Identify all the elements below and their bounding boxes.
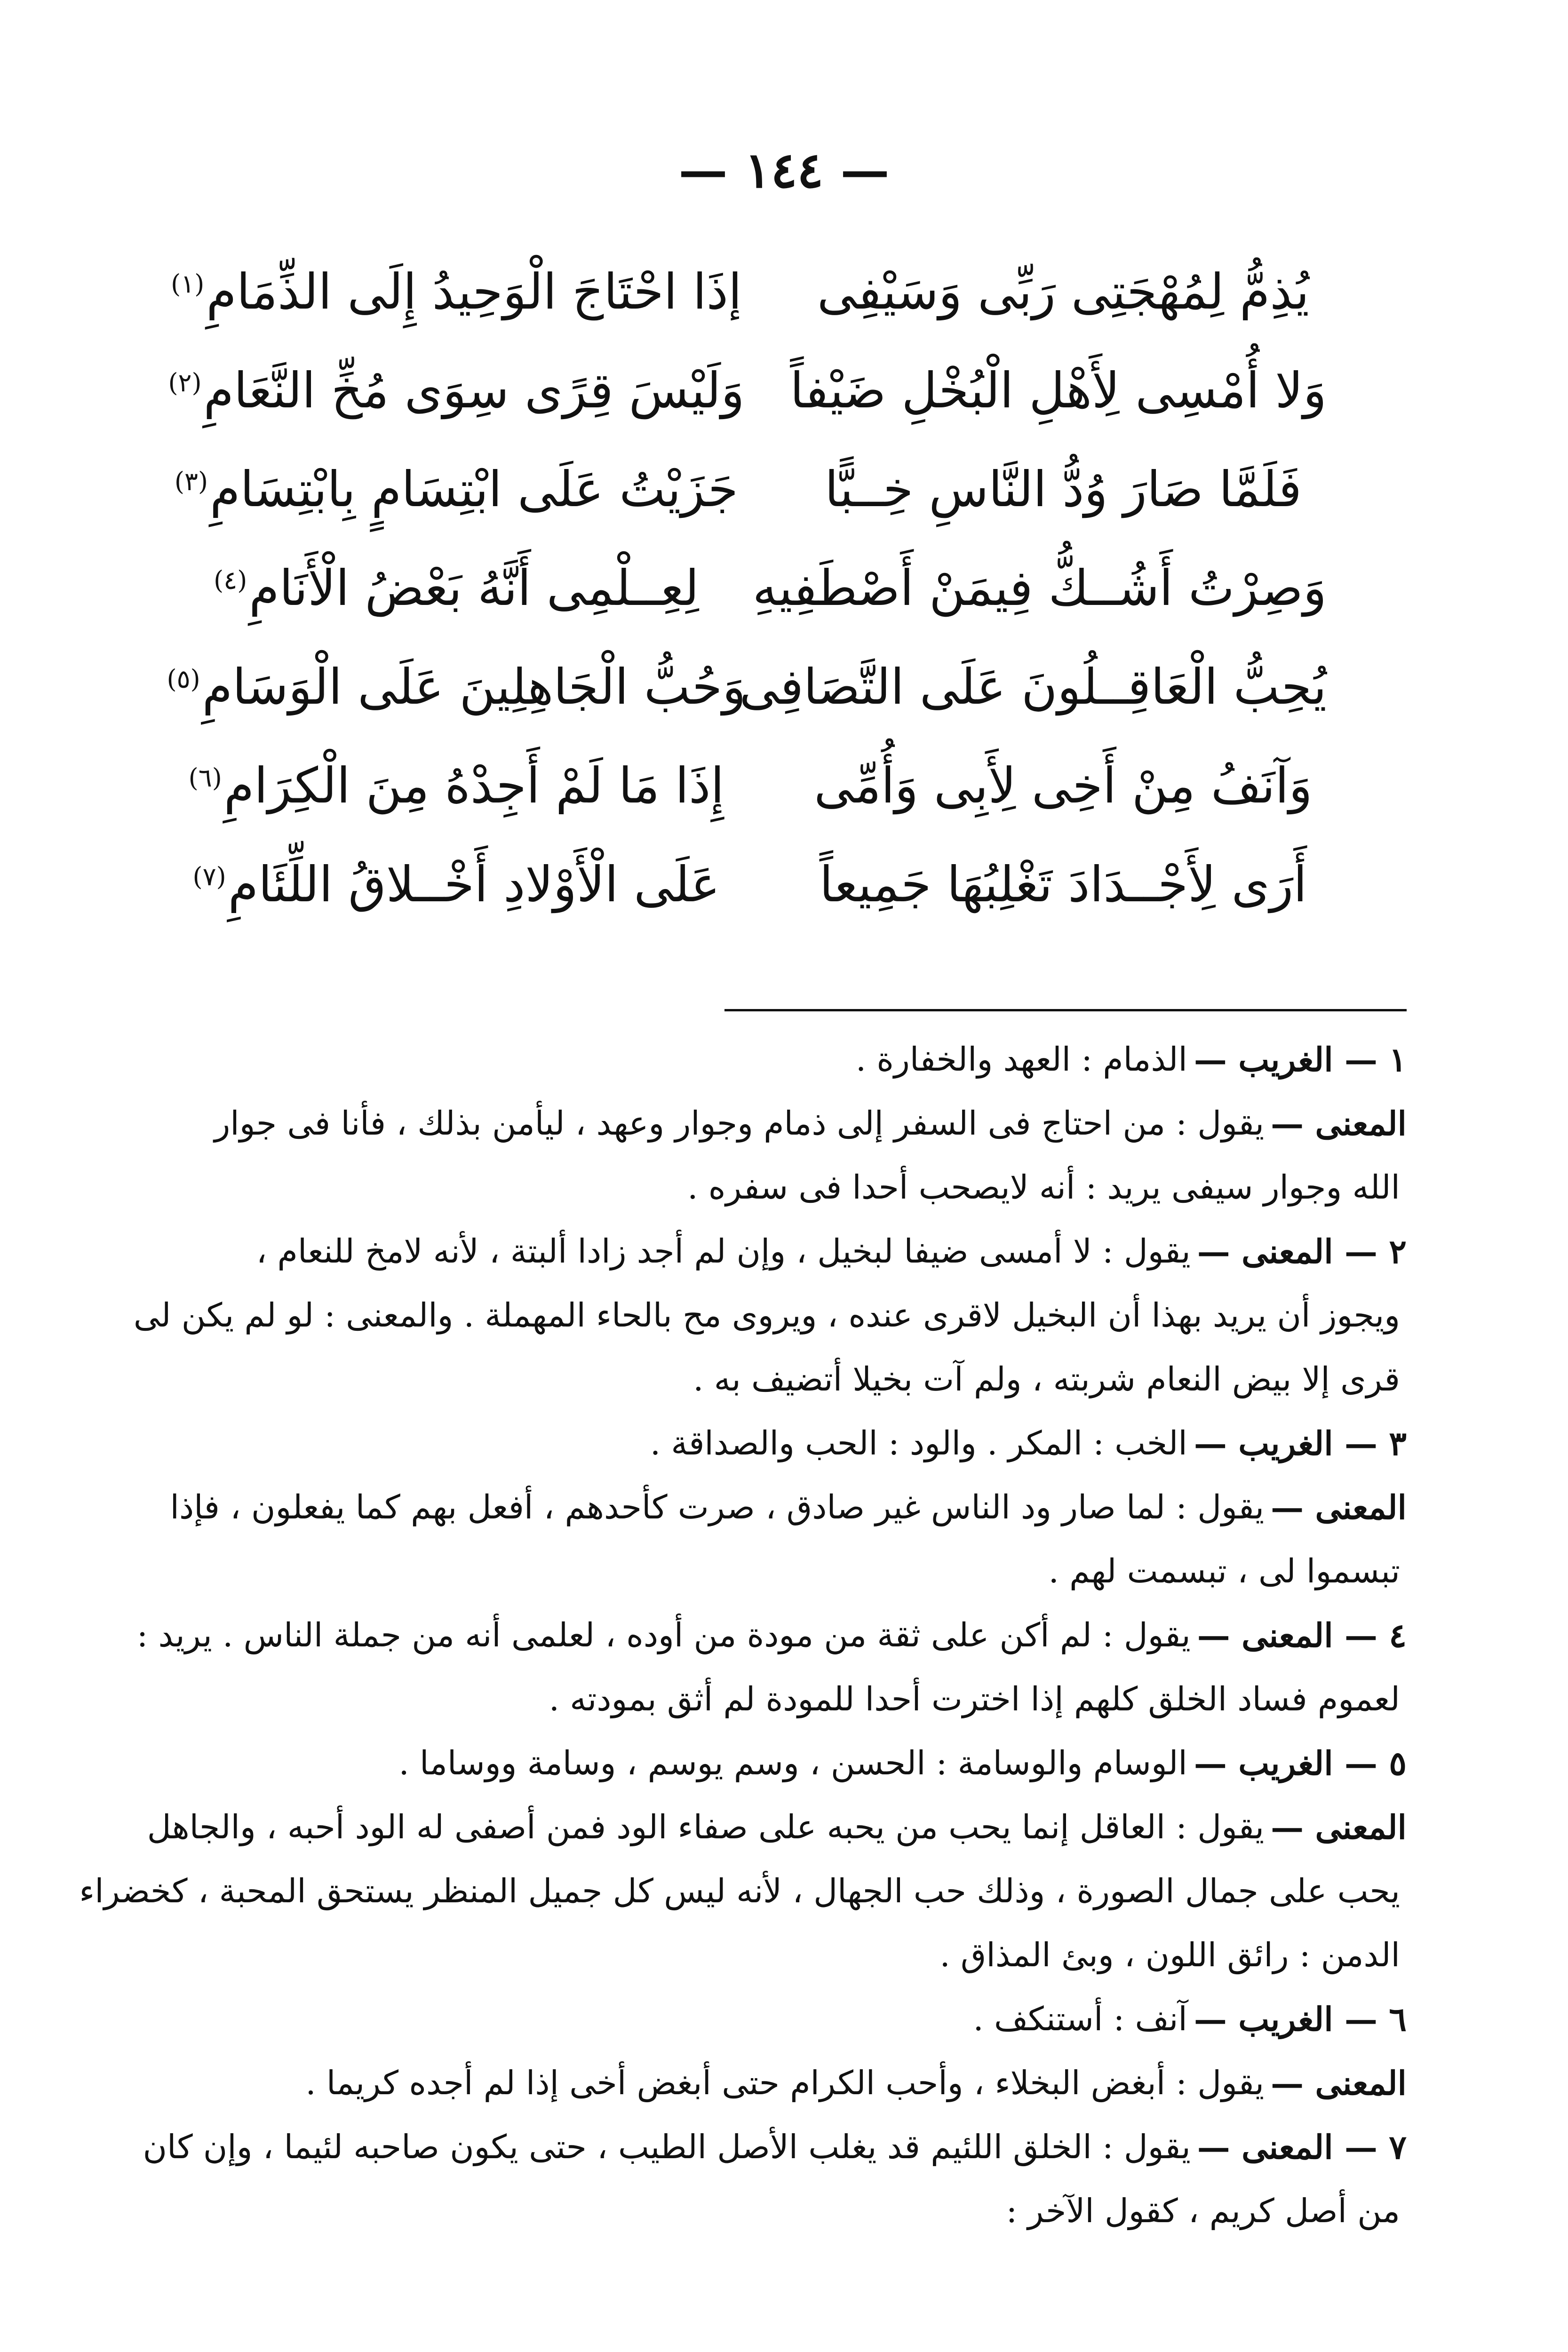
- footnote-line: [155, 1028, 1407, 1092]
- verse-first-hemistich: يُذِمُّ لِمُهْجَتِى رَبِّى وَسَيْفِى: [817, 263, 1309, 320]
- verse-7: [160, 835, 1327, 934]
- footnote-line: [143, 2115, 1407, 2179]
- footnote-label: ٦ — الغريب —: [1194, 2000, 1407, 2039]
- footnote-text: تبسموا لى ، تبسمت لهم .: [1048, 1552, 1400, 1591]
- footnote-reference: (٤): [214, 565, 247, 595]
- footnote-reference: (٦): [188, 763, 222, 793]
- verse-second-hemistich: [160, 856, 753, 913]
- verse-second-hemistich: [160, 461, 753, 518]
- verse-first-hemistich: وَلا أُمْسِى لِأَهْلِ الْبُخْلِ ضَيْفاً: [790, 362, 1327, 419]
- verse-3: [160, 440, 1327, 539]
- footnote-text: الذمام : العهد والخفارة .: [855, 1040, 1187, 1079]
- verse-5: [160, 637, 1327, 736]
- footnote-label: المعنى —: [1271, 1488, 1407, 1527]
- footnote-line: [136, 1604, 1407, 1668]
- verse-second-text: لِعِــلْمِى أَنَّهُ بَعْضُ الْأَنَامِ: [249, 559, 699, 617]
- footnote-label: المعنى —: [1271, 2064, 1407, 2103]
- footnote-text: الدمن : رائق اللون ، وبئ المذاق .: [939, 1936, 1400, 1975]
- verse-second-hemistich: [160, 757, 753, 814]
- verse-second-text: وَلَيْسَ قِرًى سِوَى مُخِّ النَّعَامِ: [203, 362, 745, 419]
- footnote-line: [155, 2179, 1407, 2243]
- verse-second-text: عَلَى الْأَوْلادِ أَخْــلاقُ اللِّئَامِ: [228, 856, 720, 913]
- footnote-label: ٢ — المعنى —: [1197, 1232, 1407, 1271]
- footnote-label: ٧ — المعنى —: [1197, 2128, 1407, 2167]
- footnote-label: المعنى —: [1271, 1808, 1407, 1847]
- footnote-line: [155, 1156, 1407, 1220]
- footnote-text: يقول : العاقل إنما يحب من يحبه على صفاء الود فمن أصفى له الود أحبه ، والجاهل: [147, 1808, 1265, 1847]
- verse-1: [160, 242, 1327, 341]
- footnote-reference: (٢): [168, 368, 202, 397]
- footnote-label: المعنى —: [1271, 1104, 1407, 1144]
- footnote-line: [155, 1668, 1407, 1732]
- footnote-label: ٣ — الغريب —: [1194, 1424, 1407, 1463]
- footnote-text: يقول : لا أمسى ضيفا لبخيل ، وإن لم أجد زادا ألبتة ، لأنه لامخ للنعام ،: [256, 1232, 1191, 1271]
- verse-first-hemistich: يُحِبُّ الْعَاقِــلُونَ عَلَى التَّصَافِى: [739, 658, 1327, 715]
- footnote-line: [147, 1796, 1407, 1859]
- verse-6: [160, 736, 1327, 835]
- footnote-reference: (٥): [167, 664, 200, 694]
- footnote-text: ويجوز أن يريد بهذا أن البخيل لاقرى عنده ، ويروى مح بالحاء المهملة . والمعنى : لو لم يكن لى: [133, 1296, 1400, 1335]
- footnote-line: [155, 1220, 1407, 1284]
- footnote-reference: (١): [171, 269, 205, 299]
- footnote-text: الوسام والوسامة : الحسن ، وسم يوسم ، وسامة ووساما .: [398, 1744, 1187, 1783]
- verse-second-text: جَزَيْتُ عَلَى ابْتِسَامٍ بِابْتِسَامِ: [210, 461, 739, 518]
- footnote-line: [155, 1732, 1407, 1796]
- footnote-label: ١ — الغريب —: [1194, 1040, 1407, 1080]
- footnote-text: يقول : الخلق اللئيم قد يغلب الأصل الطيب ، حتى يكون صاحبه لئيما ، وإن كان: [143, 2128, 1191, 2167]
- footnote-line: [155, 1348, 1407, 1412]
- verse-second-text: وَحُبُّ الْجَاهِلِينَ عَلَى الْوَسَامِ: [202, 658, 746, 715]
- verse-first-hemistich: أَرَى لِأَجْــدَادَ تَغْلِبُهَا جَمِيعاً: [819, 856, 1307, 913]
- footnote-line: [155, 1476, 1407, 1540]
- verse-first-hemistich: وَصِرْتُ أَشُــكُّ فِيمَنْ أَصْطَفِيهِ: [752, 559, 1327, 617]
- footnote-reference: (٧): [192, 862, 226, 891]
- footnote-text: يقول : أبغض البخلاء ، وأحب الكرام حتى أبغض أخى إذا لم أجده كريما .: [305, 2064, 1265, 2103]
- footnote-line: [133, 1284, 1407, 1348]
- footnote-text: يحب على جمال الصورة ، وذلك حب الجهال ، لأنه ليس كل جميل المنظر يستحق المحبة ، كخضراء: [79, 1872, 1400, 1911]
- footnote-reference: (٣): [174, 467, 208, 496]
- poem: [160, 242, 1327, 934]
- footnotes: [79, 1028, 1407, 2243]
- footnote-text: قرى إلا بيض النعام شربته ، ولم آت بخيلا أتضيف به .: [693, 1360, 1400, 1399]
- footnote-text: آنف : أستنكف .: [973, 2000, 1187, 2039]
- verse-second-hemistich: [160, 362, 753, 419]
- footnote-label: ٤ — المعنى —: [1197, 1616, 1407, 1655]
- footnote-line: [155, 1987, 1407, 2051]
- verse-second-hemistich: [160, 559, 753, 617]
- footnote-text: الله وجوار سيفى يريد : أنه لايصحب أحدا فى سفره .: [687, 1168, 1400, 1207]
- footnote-line: [155, 2051, 1407, 2115]
- verse-second-text: إِذَا مَا لَمْ أَجِدْهُ مِنَ الْكِرَامِ: [223, 757, 724, 814]
- footnote-line: [155, 1092, 1407, 1156]
- verse-first-hemistich: فَلَمَّا صَارَ وُدُّ النَّاسِ خِــبًّا: [825, 461, 1302, 518]
- footnote-text: يقول : لما صار ود الناس غير صادق ، صرت كأحدهم ، أفعل بهم كما يفعلون ، فإذا: [170, 1488, 1265, 1527]
- footnote-text: يقول : من احتاج فى السفر إلى ذمام وجوار وعهد ، ليأمن بذلك ، فأنا فى جوار: [214, 1104, 1265, 1143]
- footnote-text: يقول : لم أكن على ثقة من مودة من أوده ، لعلمى أنه من جملة الناس . يريد :: [136, 1616, 1191, 1655]
- verse-second-hemistich: [160, 263, 753, 320]
- verse-second-hemistich: [160, 658, 753, 715]
- footnote-text: من أصل كريم ، كقول الآخر :: [1006, 2192, 1400, 2231]
- verse-2: [160, 341, 1327, 440]
- footnote-text: لعموم فساد الخلق كلهم إذا اخترت أحدا للمودة لم أثق بمودته .: [549, 1680, 1400, 1719]
- footnote-line: [79, 1859, 1407, 1923]
- verse-4: [160, 539, 1327, 637]
- footnote-line: [155, 1923, 1407, 1987]
- footnote-label: ٥ — الغريب —: [1194, 1744, 1407, 1783]
- footnote-line: [155, 1540, 1407, 1604]
- footnote-line: [155, 1412, 1407, 1476]
- page-number: — ١٤٤ —: [678, 141, 890, 199]
- footnote-text: الخب : المكر . والود : الحب والصداقة .: [650, 1424, 1187, 1463]
- verse-first-hemistich: وَآنَفُ مِنْ أَخِى لِأَبِى وَأُمِّى: [814, 757, 1313, 814]
- footnote-divider: [724, 1009, 1407, 1011]
- verse-second-text: إذَا احْتَاجَ الْوَحِيدُ إِلَى الذِّمَامِ: [206, 263, 742, 320]
